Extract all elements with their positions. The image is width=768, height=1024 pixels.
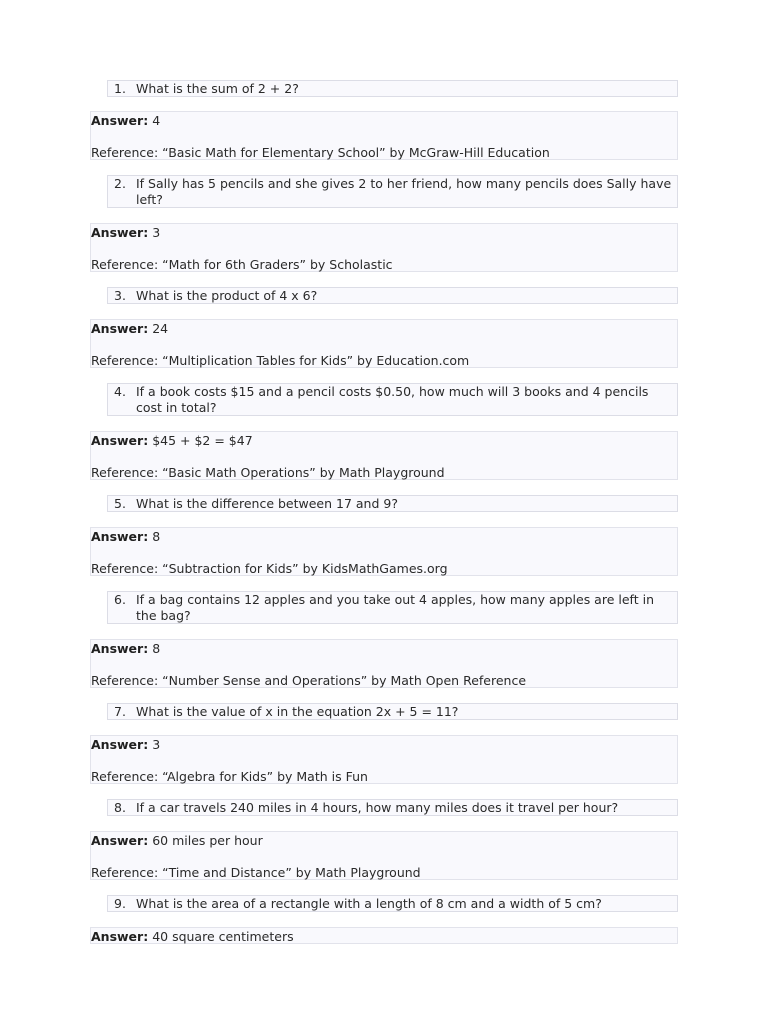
answer-label: Answer: (91, 225, 149, 240)
question-text: What is the sum of 2 + 2? (136, 81, 299, 96)
question-number: 1. (114, 81, 126, 96)
question-number: 4. (114, 384, 126, 399)
question-text: If a car travels 240 miles in 4 hours, how many miles does it travel per hour? (136, 800, 619, 815)
question-number: 2. (114, 176, 126, 191)
question-text: What is the product of 4 x 6? (136, 288, 318, 303)
answer-label: Answer: (91, 833, 149, 848)
question-box (107, 383, 678, 416)
answer-value: 8 (152, 529, 161, 544)
question-text: If Sally has 5 pencils and she gives 2 to her friend, how many pencils does Sally have left? (136, 176, 672, 207)
reference-text: Reference: “Time and Distance” by Math Playground (91, 865, 421, 880)
reference-text: Reference: “Number Sense and Operations” by Math Open Reference (91, 673, 527, 688)
question-box (107, 799, 678, 816)
question-box (107, 175, 678, 208)
answer-value: 3 (152, 737, 161, 752)
question-text: What is the value of x in the equation 2x + 5 = 11? (136, 704, 459, 719)
reference-text: Reference: “Subtraction for Kids” by KidsMathGames.org (91, 561, 448, 576)
answer-value: 24 (152, 321, 169, 336)
answer-label: Answer: (91, 641, 149, 656)
answer-value: 40 square centimeters (152, 929, 294, 944)
question-box (107, 591, 678, 624)
question-box (107, 895, 678, 912)
answer-value: 3 (152, 225, 161, 240)
reference-text: Reference: “Multiplication Tables for Kids” by Education.com (91, 353, 470, 368)
question-number: 6. (114, 592, 126, 607)
question-text: What is the area of a rectangle with a length of 8 cm and a width of 5 cm? (136, 896, 602, 911)
answer-box (90, 527, 678, 576)
answer-value: 8 (152, 641, 161, 656)
reference-text: Reference: “Algebra for Kids” by Math is Fun (91, 769, 368, 784)
answer-box (90, 735, 678, 784)
answer-value: 60 miles per hour (152, 833, 263, 848)
answer-box (90, 639, 678, 688)
question-box (107, 287, 678, 304)
question-number: 8. (114, 800, 126, 815)
answer-label: Answer: (91, 321, 149, 336)
answer-label: Answer: (91, 113, 149, 128)
answer-box (90, 431, 678, 480)
question-number: 7. (114, 704, 126, 719)
answer-value: 4 (152, 113, 161, 128)
question-box (107, 495, 678, 512)
answer-box (90, 223, 678, 272)
answer-label: Answer: (91, 737, 149, 752)
reference-text: Reference: “Math for 6th Graders” by Scholastic (91, 257, 393, 272)
question-text: What is the difference between 17 and 9? (136, 496, 398, 511)
answer-value: $45 + $2 = $47 (152, 433, 253, 448)
question-number: 9. (114, 896, 126, 911)
question-number: 5. (114, 496, 126, 511)
question-box (107, 703, 678, 720)
reference-text: Reference: “Basic Math for Elementary School” by McGraw-Hill Education (91, 145, 550, 160)
answer-box (90, 831, 678, 880)
answer-label: Answer: (91, 929, 149, 944)
answer-label: Answer: (91, 433, 149, 448)
answer-box (90, 111, 678, 160)
question-number: 3. (114, 288, 126, 303)
answer-box (90, 319, 678, 368)
reference-text: Reference: “Basic Math Operations” by Math Playground (91, 465, 445, 480)
answer-box (90, 927, 678, 944)
answer-label: Answer: (91, 529, 149, 544)
question-text: If a bag contains 12 apples and you take out 4 apples, how many apples are left in the bag? (136, 592, 654, 623)
question-text: If a book costs $15 and a pencil costs $0.50, how much will 3 books and 4 pencils cost in total? (136, 384, 649, 415)
question-box (107, 80, 678, 97)
